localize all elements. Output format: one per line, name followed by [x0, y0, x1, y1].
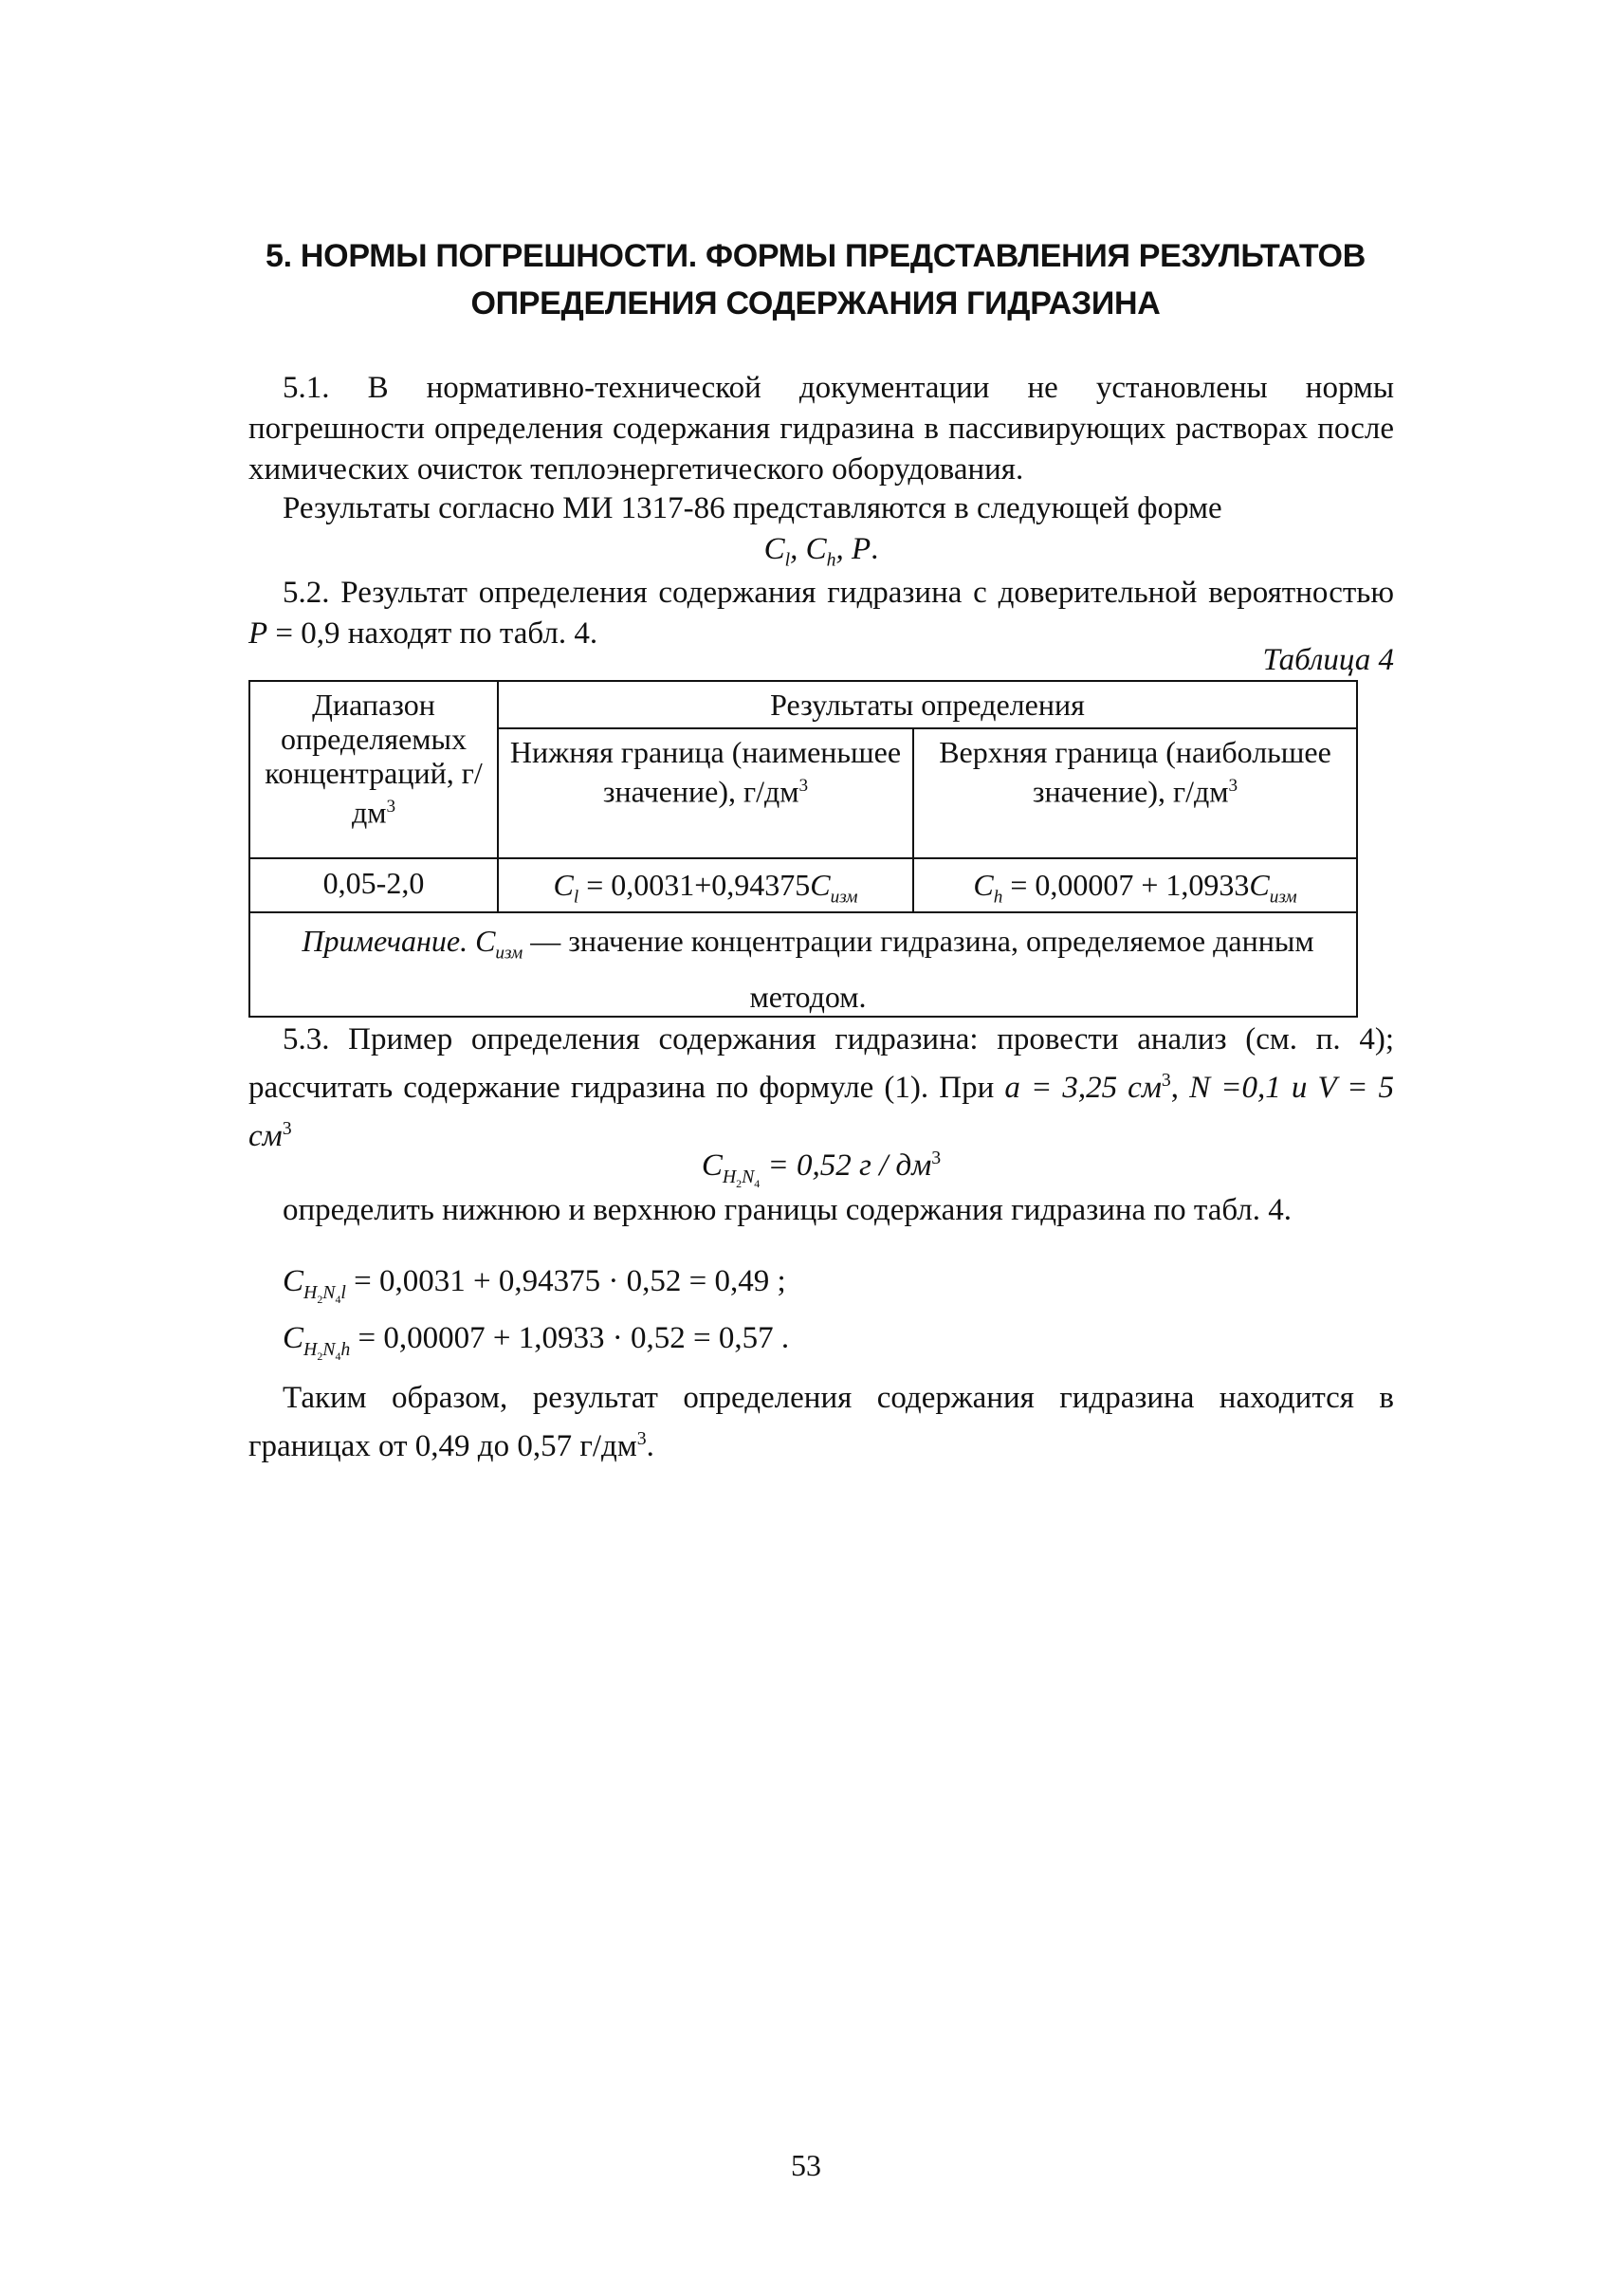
results-form-line — [248, 488, 1394, 529]
paragraph-5-1 — [248, 368, 1394, 490]
table-note: Примечание. $C_{изм}$ — значение концентрации гидразина, определяемое данным методом. — [302, 924, 1314, 1015]
header-results-group: Результаты определения — [770, 688, 1085, 722]
calc-lower-bound: $C_{H_2N_4l} = 0,0031 + 0,94375 \cdot 0,52 = 0,49$ ; — [283, 1264, 786, 1306]
conclusion-paragraph: Таким образом, результат определения содержания гидразина находится в границах от 0,49 до 0,57 $г/дм^3$. — [248, 1381, 1394, 1463]
result-form-formula: $C_l$, $C_h$, P. — [763, 532, 879, 571]
page-number: 53 — [791, 2148, 821, 2182]
determine-bounds-line: определить нижнюю и верхнюю границы содержания гидразина по табл. 4. — [283, 1193, 1293, 1227]
cell-upper-formula: $C_h = 0,00007 + 1,0933C_{изм}$ — [973, 868, 1297, 908]
section-heading — [242, 232, 1389, 327]
table-caption: Таблица 4 — [1262, 643, 1394, 677]
hydrazine-concentration-formula: $C_{H_2N_4} = 0,52$ г / $дм^3$ — [701, 1148, 942, 1190]
paragraph-5-2: 5.2. Результат определения содержания гидразина с доверительной вероятностью P = 0,9 находят по табл. 4. — [248, 576, 1394, 651]
header-range: Диапазон определяемых концентраций, $г/дм^3$ — [265, 688, 483, 830]
paragraph-5-1-text: 5.1. В нормативно-технической документации не установлены нормы погрешности определения содержания гидразина в пассивирующих растворах после химических очисток теплоэнергетического оборудования. — [248, 371, 1394, 487]
table-4 — [248, 680, 1358, 1018]
header-lower-bound: Нижняя граница (наименьшее значение), $г/дм^3$ — [509, 735, 902, 809]
header-upper-bound: Верхняя граница (наибольшее значение), $г/дм^3$ — [939, 735, 1331, 809]
cell-lower-formula: $C_l = 0,0031+0,94375C_{изм}$ — [553, 868, 858, 908]
calc-upper-bound: $C_{H_2N_4h} = 0,00007 + 1,0933 \cdot 0,52 = 0,57$ . — [283, 1321, 790, 1363]
cell-range: 0,05-2,0 — [322, 866, 425, 900]
paragraph-5-3: 5.3. Пример определения содержания гидразина: провести анализ (см. п. 4); рассчитать содержание гидразина по формуле (1). При a = 3,25 $см^3$, N =0,1 и V = 5 $см^3$ — [248, 1022, 1395, 1153]
section-heading-line-1: 5. НОРМЫ ПОГРЕШНОСТИ. ФОРМЫ ПРЕДСТАВЛЕНИЯ РЕЗУЛЬТАТОВ — [266, 238, 1366, 274]
section-heading-line-2: ОПРЕДЕЛЕНИЯ СОДЕРЖАНИЯ ГИДРАЗИНА — [470, 285, 1161, 321]
results-form-text: Результаты согласно МИ 1317-86 представляются в следующей форме — [283, 491, 1222, 525]
